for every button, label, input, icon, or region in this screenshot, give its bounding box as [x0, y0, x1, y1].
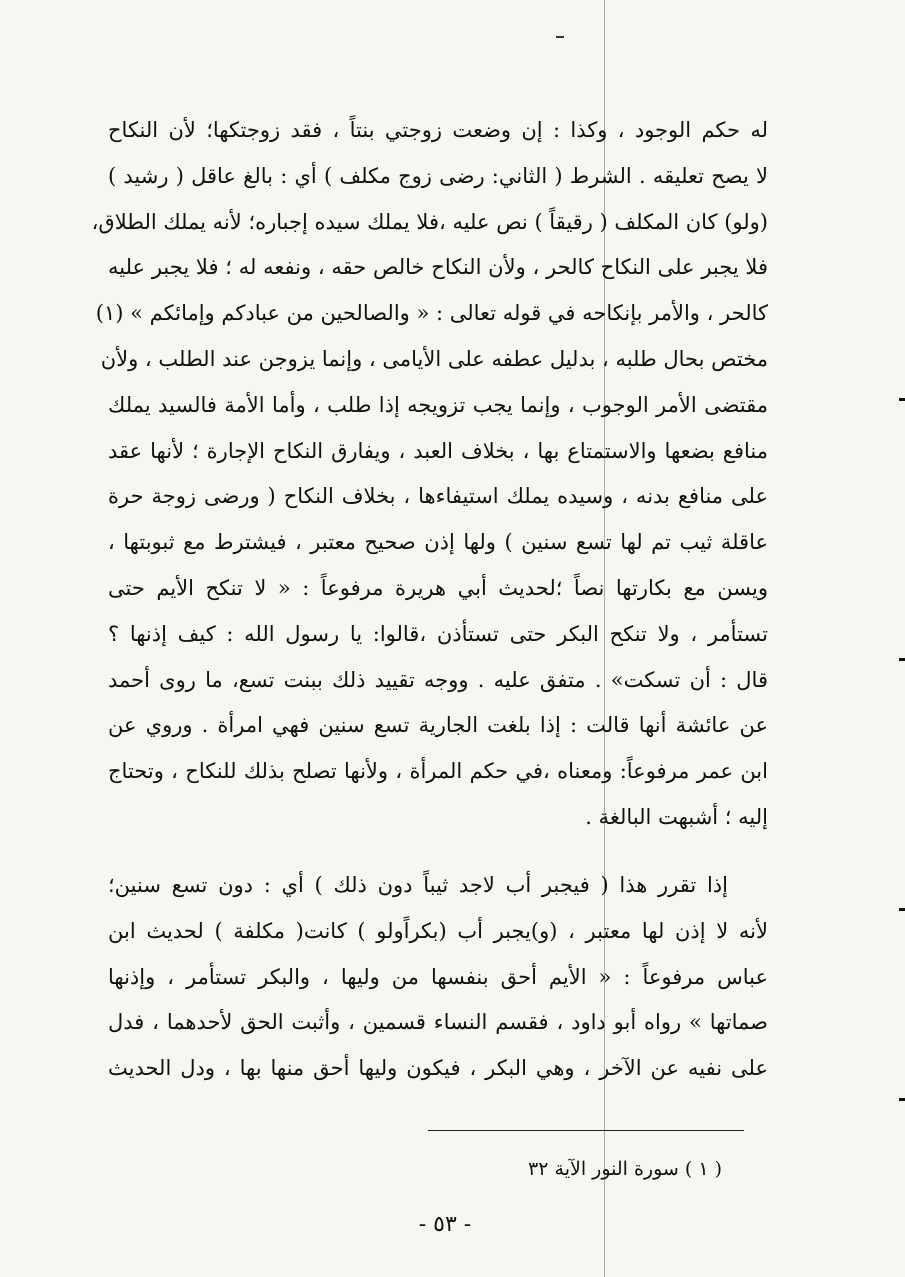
- paragraph-1: [91, 108, 768, 841]
- edge-mark: [899, 908, 905, 911]
- text-line: لا يصح تعليقه . الشرط ( الثاني: رضى زوج مكلف ) أي : بالغ عاقل ( رشيد ): [108, 163, 768, 188]
- text-line: ويسن مع بكارتها نصاً ؛لحديث أبي هريرة مرفوعاً : « لا تنكح الأيم حتى: [108, 575, 768, 600]
- text-line: لأنه لا إذن لها معتبر ، (و)يجبر أب (بكراًولو ) كانت( مكلفة ) لحديث ابن: [108, 918, 768, 943]
- footnote: ( ١ ) سورة النور الآية ٣٢: [528, 1158, 722, 1180]
- text-line: مختص بحال طلبه ، بدليل عطفه على الأيامى ، وإنما يزوجن عند الطلب ، ولأن: [100, 346, 768, 371]
- page-number: - ٥٣ -: [418, 1212, 472, 1237]
- text-line: تستأمر ، ولا تنكح البكر حتى تستأذن ،قالوا: يا رسول الله : كيف إذنها ؟: [108, 621, 768, 646]
- text-line: قال : أن تسكت» . متفق عليه . ووجه تقييد ذلك ببنت تسع، ما روى أحمد: [108, 667, 768, 692]
- text-line: منافع بضعها والاستمتاع بها ، بخلاف العبد ، ويفارق النكاح الإجارة ؛ لأنها عقد: [108, 438, 768, 463]
- text-line: صماتها » رواه أبو داود ، فقسم النساء قسمين ، وأثبت الحق لأحدهما ، فدل: [108, 1010, 768, 1035]
- text-line: على نفيه عن الآخر ، وهي البكر ، فيكون وليها أحق منها بها ، ودل الحديث: [108, 1056, 768, 1081]
- text-line: مقتضى الأمر الوجوب ، وإنما يجب تزويجه إذا طلب ، وأما الأمة فالسيد يملك: [108, 392, 768, 417]
- text-line: فلا يجبر على النكاح كالحر ، ولأن النكاح خالص حقه ، ونفعه له ؛ فلا يجبر عليه: [108, 255, 768, 280]
- text-line: على منافع بدنه ، وسيده يملك استيفاءها ، بخلاف النكاح ( ورضى زوجة حرة: [108, 484, 768, 509]
- text-line: إليه ؛ أشبهت البالغة .: [585, 804, 768, 829]
- edge-mark: [899, 658, 905, 661]
- text-line: ابن عمر مرفوعاً: ومعناه ،في حكم المرأة ، ولأنها تصلح بذلك للنكاح ، وتحتاج: [108, 759, 768, 784]
- paragraph-2: [108, 863, 768, 1092]
- text-line: إذا تقرر هذا ( فيجبر أب لاجد ثيباً دون ذلك ) أي : دون تسع سنين؛: [108, 873, 728, 897]
- scan-mark: [556, 36, 564, 38]
- text-line: له حكم الوجود ، وكذا : إن وضعت زوجتي بنتاً ، فقد زوجتكها؛ لأن النكاح: [108, 118, 768, 142]
- text-line: (ولو) كان المكلف ( رقيقاً ) نص عليه ،فلا يملك سيده إجباره؛ لأنه يملك الطلاق،: [91, 209, 768, 234]
- edge-mark: [899, 398, 905, 401]
- text-line: عباس مرفوعاً : « الأيم أحق بنفسها من وليها ، والبكر تستأمر ، وإذنها: [108, 964, 768, 989]
- text-line: كالحر ، والأمر بإنكاحه في قوله تعالى : « والصالحين من عبادكم وإمائكم » (١): [95, 301, 768, 326]
- footnote-divider: [428, 1130, 744, 1131]
- text-line: عن عائشة أنها قالت : إذا بلغت الجارية تسع سنين فهي امرأة . وروي عن: [108, 713, 768, 738]
- edge-mark: [899, 1098, 905, 1101]
- text-line: عاقلة ثيب تم لها تسع سنين ) ولها إذن صحيح معتبر ، فيشترط مع ثبوبتها ،: [108, 530, 768, 555]
